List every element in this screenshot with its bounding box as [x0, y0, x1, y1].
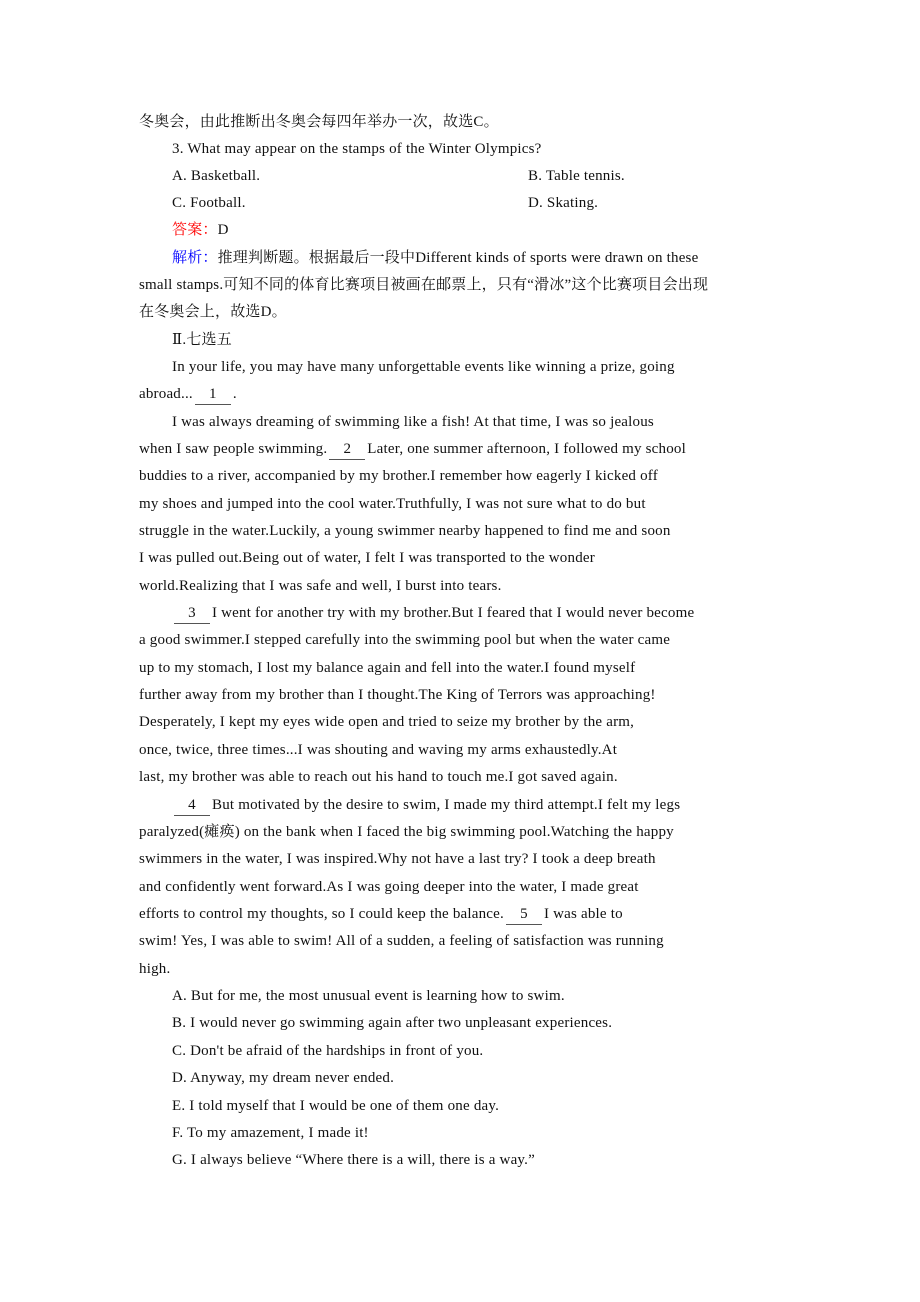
blank-3: 3 — [174, 603, 210, 624]
blank-2: 2 — [329, 439, 365, 460]
option-g: G. I always believe “Where there is a will, there is a way.” — [172, 1152, 535, 1168]
p2-text: when I saw people swimming. — [139, 441, 328, 457]
p3-line-7: last, my brother was able to reach out his hand to touch me.I got saved again. — [139, 769, 618, 785]
p3-line-5: Desperately, I kept my eyes wide open and tried to seize my brother by the arm, — [139, 714, 635, 730]
option-d: D. Anyway, my dream never ended. — [172, 1070, 395, 1086]
p2-line-2 — [139, 436, 686, 463]
analysis-text: 推理判断题。根据最后一段中Different kinds of sports were drawn on these — [217, 250, 699, 266]
p2-line-5: struggle in the water.Luckily, a young swimmer nearby happened to find me and soon — [139, 523, 671, 539]
p4-line-1 — [172, 792, 680, 819]
p4-line-3: swimmers in the water, I was inspired.Why not have a last try? I took a deep breath — [139, 851, 656, 867]
q3-option-d: D. Skating. — [528, 195, 599, 211]
answer-value: D — [217, 222, 229, 238]
intro-line-2 — [139, 381, 237, 408]
option-f: F. To my amazement, I made it! — [172, 1125, 369, 1141]
q3-option-c: C. Football. — [172, 195, 246, 211]
q2-analysis-tail: 冬奥会，由此推断出冬奥会每四年举办一次，故选C。 — [139, 114, 499, 130]
p2-line-4: my shoes and jumped into the cool water.Truthfully, I was not sure what to do but — [139, 496, 646, 512]
option-a: A. But for me, the most unusual event is learning how to swim. — [172, 988, 565, 1004]
p3-text: I went for another try with my brother.But I feared that I would never become — [212, 605, 695, 621]
p2-line-6: I was pulled out.Being out of water, I felt I was transported to the wonder — [139, 550, 595, 566]
q3-options-row-1 — [172, 163, 812, 190]
p4-text: I was able to — [543, 906, 623, 922]
intro-text: abroad... — [139, 386, 193, 402]
p4-line-4: and confidently went forward.As I was going deeper into the water, I made great — [139, 879, 639, 895]
option-b: B. I would never go swimming again after two unpleasant experiences. — [172, 1015, 613, 1031]
p4-text: But motivated by the desire to swim, I made my third attempt.I felt my legs — [212, 797, 681, 813]
q3-analysis-line-2: small stamps.可知不同的体育比赛项目被画在邮票上，只有“滑冰”这个比赛项目会出现 — [139, 277, 709, 293]
q3-option-a: A. Basketball. — [172, 168, 261, 184]
analysis-label: 解析： — [172, 250, 218, 266]
p2-line-3: buddies to a river, accompanied by my brother.I remember how eagerly I kicked off — [139, 468, 658, 484]
q3-analysis-line-3: 在冬奥会上，故选D。 — [139, 304, 287, 320]
p3-line-2: a good swimmer.I stepped carefully into the swimming pool but when the water came — [139, 632, 671, 648]
blank-5: 5 — [506, 904, 542, 925]
p3-line-1 — [172, 600, 694, 627]
q3-question: 3. What may appear on the stamps of the Winter Olympics? — [172, 141, 542, 157]
q3-options-row-2 — [172, 190, 812, 217]
p2-line-1: I was always dreaming of swimming like a fish! At that time, I was so jealous — [172, 414, 654, 430]
p4-line-7: high. — [139, 961, 171, 977]
p3-line-3: up to my stomach, I lost my balance again and fell into the water.I found myself — [139, 660, 636, 676]
p3-line-6: once, twice, three times...I was shouting and waving my arms exhaustedly.At — [139, 742, 618, 758]
p2-text: Later, one summer afternoon, I followed my school — [367, 441, 686, 457]
q3-analysis-line-1 — [172, 245, 698, 272]
option-e: E. I told myself that I would be one of them one day. — [172, 1098, 500, 1114]
blank-1: 1 — [195, 384, 231, 405]
q3-answer — [172, 217, 229, 244]
q3-option-b: B. Table tennis. — [528, 168, 625, 184]
blank-4: 4 — [174, 795, 210, 816]
option-c: C. Don't be afraid of the hardships in front of you. — [172, 1043, 484, 1059]
section-heading: Ⅱ.七选五 — [172, 332, 232, 348]
p3-line-4: further away from my brother than I thought.The King of Terrors was approaching! — [139, 687, 656, 703]
p4-text: efforts to control my thoughts, so I could keep the balance. — [139, 906, 504, 922]
p4-line-5 — [139, 901, 623, 928]
intro-line-1: In your life, you may have many unforgettable events like winning a prize, going — [172, 359, 675, 375]
intro-end: . — [232, 386, 237, 402]
answer-label: 答案： — [172, 222, 218, 238]
p4-line-6: swim! Yes, I was able to swim! All of a sudden, a feeling of satisfaction was running — [139, 933, 664, 949]
p4-line-2: paralyzed(瘫痪) on the bank when I faced the big swimming pool.Watching the happy — [139, 824, 674, 840]
p2-line-7: world.Realizing that I was safe and well, I burst into tears. — [139, 578, 502, 594]
